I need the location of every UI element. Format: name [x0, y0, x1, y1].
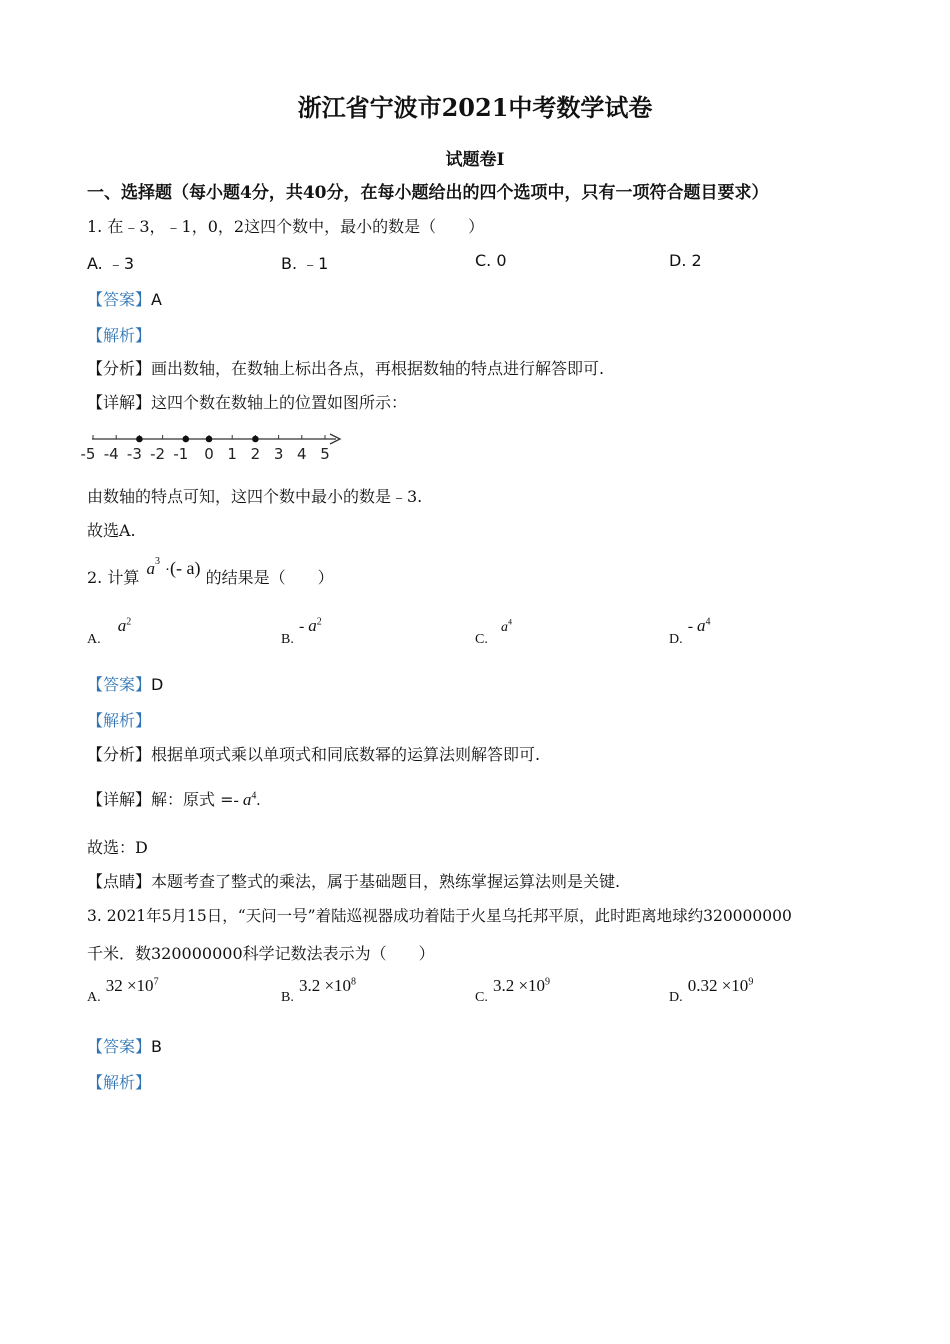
- number-line-label: -1: [173, 445, 189, 463]
- q1-analysis-label: 【解析】: [87, 326, 152, 345]
- q2-option-c: [475, 616, 512, 647]
- fenxi-label: 【分析】: [87, 359, 152, 378]
- q2-opt-d-base: a: [697, 616, 706, 635]
- q2-opt-a-exp: 2: [126, 616, 132, 628]
- q2-opt-d-sign: -: [687, 618, 698, 635]
- q3-opt-d-mant: 0.32 ×10: [687, 976, 749, 995]
- detail-label: 【详解】: [87, 393, 152, 412]
- number-line-label: -4: [103, 445, 119, 463]
- q2-option-d: [669, 616, 711, 647]
- q2-opt-b-exp: 2: [316, 616, 322, 628]
- q3-opt-b-mant: 3.2 ×10: [298, 976, 352, 995]
- q1-stem: 1. 在﹣3，﹣1，0，2这四个数中，最小的数是（ ）: [87, 217, 485, 236]
- q3-option-d: [669, 976, 754, 1005]
- fenxi-text: 根据单项式乘以单项式和同底数幂的运算法则解答即可.: [151, 745, 541, 764]
- q3-answer: [87, 1034, 162, 1057]
- q1-option-b: B. ﹣1: [281, 254, 329, 273]
- fenxi-text: 画出数轴，在数轴上标出各点，再根据数轴的特点进行解答即可.: [151, 359, 605, 378]
- q2-opt-a-letter: A.: [87, 632, 101, 647]
- q3-opt-c-letter: C.: [475, 990, 488, 1005]
- q2-opt-c-letter: C.: [475, 632, 488, 647]
- number-line-label: 0: [204, 445, 214, 463]
- answer-value: D: [151, 675, 164, 694]
- q1-fenxi: [87, 356, 604, 379]
- number-line-label: 5: [320, 445, 330, 463]
- q2-expr-exp: 3: [154, 555, 160, 567]
- q2-expr-paren: (- a): [170, 558, 201, 578]
- answer-label: 【答案】: [87, 290, 152, 309]
- q2-opt-b-letter: B.: [281, 632, 294, 647]
- detail-text: 解：原式 =: [151, 790, 234, 809]
- number-line-figure: [80, 426, 354, 466]
- q3-analysis-label: 【解析】: [87, 1073, 152, 1092]
- page-subtitle: 试题卷Ⅰ: [445, 150, 505, 170]
- q3-opt-a-exp: 7: [153, 976, 159, 988]
- q2-stem: [87, 555, 334, 587]
- dianjing-text: 本题考查了整式的乘法，属于基础题目，熟练掌握运算法则是关键.: [151, 872, 621, 891]
- q3-opt-a-mant: 32 ×10: [105, 976, 154, 995]
- dianjing-label: 【点睛】: [87, 872, 152, 891]
- answer-value: A: [151, 290, 162, 309]
- q3-opt-c-exp: 9: [545, 976, 551, 988]
- section-heading: 一、选择题（每小题4分，共40分，在每小题给出的四个选项中，只有一项符合题目要求）: [87, 183, 769, 203]
- q2-opt-b-base: a: [308, 616, 317, 635]
- q2-option-a: [87, 616, 132, 647]
- detail-text: 这四个数在数轴上的位置如图所示：: [151, 393, 408, 412]
- q3-option-c: [475, 976, 551, 1005]
- q2-opt-d-exp: 4: [705, 616, 711, 628]
- detail-exp: 4: [251, 790, 257, 802]
- detail-label: 【详解】: [87, 790, 152, 809]
- q2-option-b: [281, 616, 322, 647]
- q2-expr-base: a: [146, 559, 155, 578]
- number-line-label: -5: [80, 445, 96, 463]
- number-line-label: -2: [150, 445, 166, 463]
- q2-opt-d-letter: D.: [669, 632, 683, 647]
- q3-opt-d-exp: 9: [748, 976, 754, 988]
- q3-opt-c-mant: 3.2 ×10: [492, 976, 546, 995]
- q3-opt-b-exp: 8: [351, 976, 357, 988]
- number-line-label: 4: [297, 445, 307, 463]
- q2-expr-dot: ·: [165, 562, 171, 578]
- answer-value: B: [151, 1037, 162, 1056]
- q3-stem-line2: 千米．数320000000科学记数法表示为（ ）: [87, 944, 435, 963]
- q3-option-a: [87, 976, 159, 1005]
- answer-label: 【答案】: [87, 675, 152, 694]
- number-line-label: 1: [227, 445, 237, 463]
- detail-sign: -: [233, 792, 243, 809]
- number-line-point: [206, 436, 213, 443]
- q2-opt-a-base: a: [117, 616, 127, 635]
- q2-answer: [87, 672, 163, 695]
- q1-conclusion: 由数轴的特点可知，这四个数中最小的数是﹣3.: [87, 487, 423, 506]
- number-line-label: 2: [250, 445, 261, 463]
- q1-choose: 故选A.: [87, 521, 136, 540]
- number-line-point: [183, 436, 190, 443]
- q3-stem-line1: 3. 2021年5月15日，“天问一号”着陆巡视器成功着陆于火星乌托邦平原，此时距离地球约320000000: [87, 907, 792, 925]
- q1-detail: [87, 390, 407, 413]
- q2-opt-c-base: a: [500, 620, 508, 635]
- answer-label: 【答案】: [87, 1037, 152, 1056]
- number-line-point: [252, 436, 259, 443]
- q3-opt-a-letter: A.: [87, 990, 101, 1005]
- q2-prefix: 2. 计算: [87, 568, 140, 587]
- fenxi-label: 【分析】: [87, 745, 152, 764]
- q2-opt-c-exp: 4: [507, 617, 512, 627]
- q2-analysis-label: 【解析】: [87, 711, 152, 730]
- q2-fenxi: [87, 742, 540, 765]
- q2-opt-b-sign: -: [298, 618, 309, 635]
- q3-option-b: [281, 976, 357, 1005]
- q1-option-d: D. 2: [669, 251, 702, 270]
- q3-opt-d-letter: D.: [669, 990, 683, 1005]
- page-title: 浙江省宁波市2021中考数学试卷: [297, 93, 653, 122]
- number-line-point: [136, 436, 143, 443]
- q2-dianjing: [87, 869, 620, 892]
- detail-end: .: [256, 792, 261, 809]
- q1-option-c: C. 0: [475, 251, 507, 270]
- q2-detail: [87, 787, 260, 810]
- number-line-label: -3: [126, 445, 142, 463]
- q2-choose: 故选：D: [87, 838, 148, 857]
- q1-option-a: A. ﹣3: [87, 254, 135, 273]
- q2-suffix: 的结果是（ ）: [205, 568, 334, 587]
- q3-opt-b-letter: B.: [281, 990, 294, 1005]
- detail-base: a: [242, 790, 252, 809]
- q1-answer: [87, 287, 162, 310]
- number-line-label: 3: [273, 445, 284, 463]
